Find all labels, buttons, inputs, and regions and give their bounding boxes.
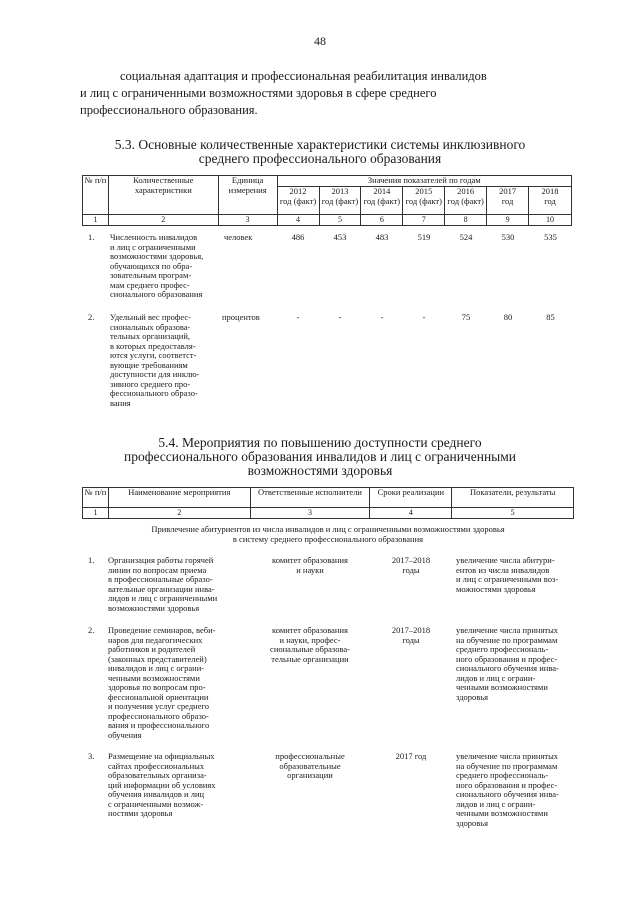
- section1-title-line: среднего профессионального образования: [198, 151, 442, 166]
- row-num: 2.: [88, 312, 95, 322]
- characteristics-table: [82, 175, 572, 226]
- row-terms: 2017 год: [395, 751, 427, 761]
- header-year: 2013 год (факт): [319, 187, 361, 215]
- row-name: Размещение на официальных сайтах профессиональных образовательных организа- ций информации об условиях обучения инвалидов и лиц с ограниченными возмож- ностями здоровья: [108, 751, 216, 818]
- row-value: -: [296, 312, 300, 322]
- row-value: 85: [546, 312, 555, 322]
- row-name: Организация работы горячей линии по вопросам приема в профессиональные образо- вательные организации инва- лидов и лиц с ограниченными возможностями здоровья: [108, 555, 218, 613]
- page-number: 48: [314, 34, 326, 48]
- row-results: увеличение числа абитури- ентов из числа инвалидов и лиц с ограниченными воз- можностями здоровья: [456, 555, 559, 594]
- header-year: 2012 год (факт): [277, 187, 319, 215]
- header-terms: Сроки реализации: [370, 488, 452, 508]
- header-characteristic: Количественные характеристики: [108, 176, 218, 215]
- row-terms: 2017–2018 годы: [391, 625, 431, 645]
- row-results: увеличение числа принятых на обучение по программам среднего профессиональ- ного образования и профес- сионального обучения инва- лидов и лиц с ограни- ченными возможностями здоровья: [456, 625, 559, 702]
- header-executors: Ответственные исполнители: [250, 488, 370, 508]
- col-number: 3: [218, 215, 277, 226]
- row-value: -: [380, 312, 384, 322]
- intro-line: социальная адаптация и профессиональная реабилитация инвалидов: [120, 69, 487, 83]
- row-unit: человек: [224, 232, 253, 242]
- section2-title-line: профессионального образования инвалидов и лиц с ограниченными: [123, 449, 517, 464]
- section2-title-line: возможностями здоровья: [247, 463, 393, 478]
- row-terms: 2017–2018 годы: [391, 555, 431, 575]
- intro-line: профессионального образования.: [80, 103, 258, 117]
- col-number: 6: [361, 215, 403, 226]
- header-num: № п/п: [83, 488, 109, 508]
- row-value: -: [422, 312, 426, 322]
- col-number: 9: [487, 215, 529, 226]
- header-values-group: Значения показателей по годам: [277, 176, 571, 187]
- row-name: Проведение семинаров, веби- наров для педагогических работников и родителей (законных представителей) инвалидов и лиц с ограни- ченными возможностями здоровья по вопросам про- фессиональной ориентации и получения услуг среднего профессионального образо- вания и профессионального обучения: [108, 625, 216, 740]
- row-text: Численность инвалидов и лиц с ограниченными возможностями здоровья, обучающихся по обра- зовательным програм- мам среднего профес- сионального образования: [110, 232, 204, 299]
- table-subheading: Привлечение абитуриентов из числа инвалидов и лиц с ограниченными возможностями здоровья в систему среднего профессионального образования: [151, 524, 505, 544]
- col-number: 4: [370, 508, 452, 519]
- section2-title: [70, 436, 570, 478]
- row-value: 519: [417, 232, 431, 242]
- row-executors: комитет образования и науки, профес- сиональные образова- тельные организации: [270, 625, 350, 664]
- header-num: № п/п: [83, 176, 109, 215]
- col-number: 5: [452, 508, 574, 519]
- measures-table: [82, 487, 574, 519]
- row-text: Удельный вес профес- сиональных образова- тельных организаций, в которых предоставля- ются услуги, соответст- вующие требованиям доступности для инклю- зивного среднего про- фессионального образо- вания: [110, 312, 200, 408]
- row-value: 75: [461, 312, 471, 322]
- col-number: 2: [108, 215, 218, 226]
- row-value: 535: [544, 232, 557, 242]
- intro-line: и лиц с ограниченными возможностями здоровья в сфере среднего: [80, 86, 437, 100]
- row-value: 486: [291, 232, 305, 242]
- header-year: 2018 год: [529, 187, 572, 215]
- row-value: 530: [501, 232, 515, 242]
- row-value: -: [338, 312, 342, 322]
- row-results: увеличение числа принятых на обучение по программам среднего профессиональ- ного образования и профес- сионального обучения инва- лидов и лиц с ограни- ченными возможностями здоровья: [456, 751, 559, 828]
- row-value: 524: [459, 232, 473, 242]
- col-number: 5: [319, 215, 361, 226]
- row-num: 1.: [88, 555, 95, 565]
- row-num: 1.: [88, 232, 95, 242]
- col-number: 8: [445, 215, 487, 226]
- row-unit: процентов: [222, 312, 260, 322]
- col-number: 1: [83, 215, 109, 226]
- header-results: Показатели, результаты: [452, 488, 574, 508]
- section1-title: [70, 138, 570, 166]
- row-value: 453: [333, 232, 347, 242]
- header-name: Наименование мероприятия: [108, 488, 250, 508]
- row-num: 3.: [88, 751, 95, 761]
- header-year: 2016 год (факт): [445, 187, 487, 215]
- row-value: 80: [503, 312, 513, 322]
- section1-title-line: 5.3. Основные количественные характеристики системы инклюзивного: [114, 137, 526, 152]
- col-number: 7: [403, 215, 445, 226]
- intro-paragraph: [80, 68, 572, 119]
- col-number: 4: [277, 215, 319, 226]
- row-executors: комитет образования и науки: [272, 555, 348, 575]
- col-number: 3: [250, 508, 370, 519]
- row-executors: профессиональные образовательные организации: [275, 751, 345, 780]
- col-number: 1: [83, 508, 109, 519]
- header-year: 2017 год: [487, 187, 529, 215]
- section2-title-line: 5.4. Мероприятия по повышению доступности среднего: [158, 435, 482, 450]
- col-number: 2: [108, 508, 250, 519]
- header-year: 2014 год (факт): [361, 187, 403, 215]
- header-unit: Единица измерения: [218, 176, 277, 215]
- header-year: 2015 год (факт): [403, 187, 445, 215]
- col-number: 10: [529, 215, 572, 226]
- row-value: 483: [375, 232, 389, 242]
- row-num: 2.: [88, 625, 95, 635]
